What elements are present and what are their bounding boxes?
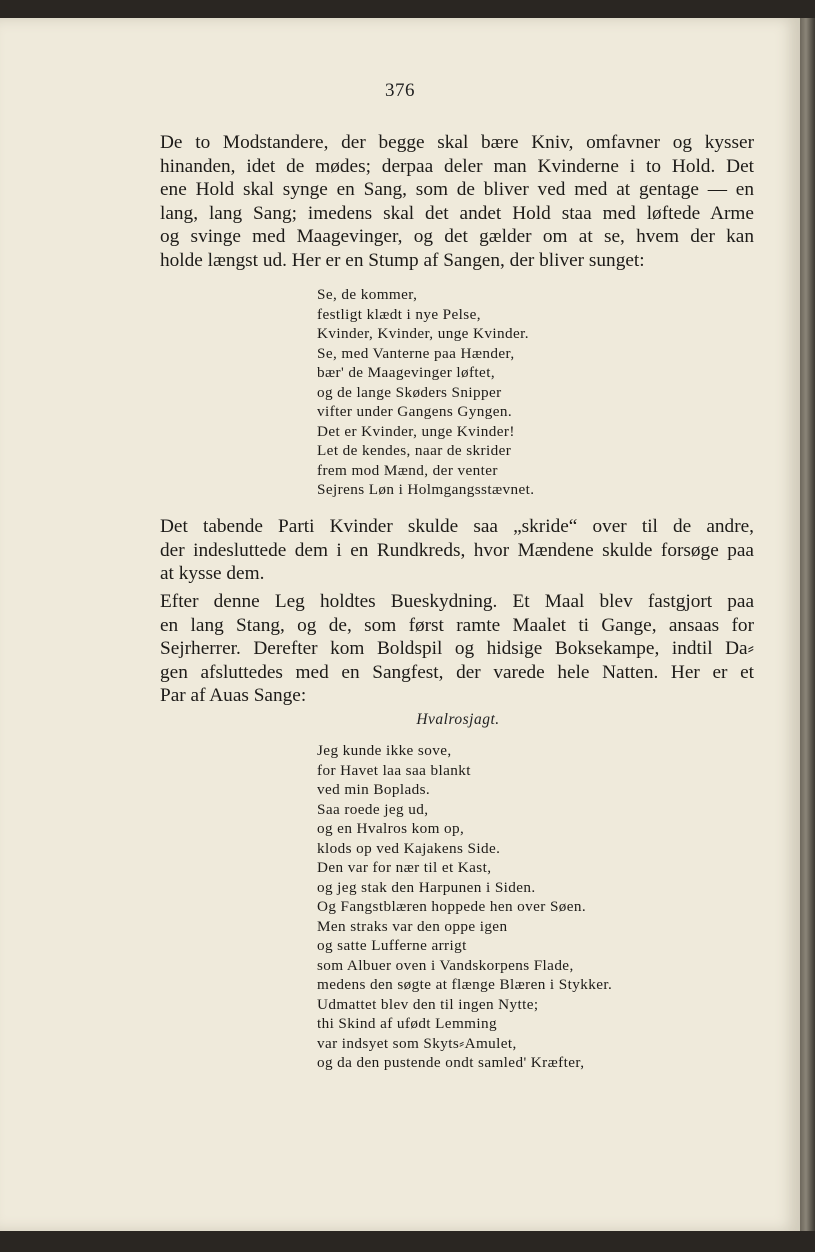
verse-line: Den var for nær til et Kast, [317, 859, 492, 876]
paragraph-3 [160, 590, 754, 708]
verse-line: Se, de kommer, [317, 286, 418, 303]
text-line: hinanden, idet de mødes; derpaa deler man Kvinderne i to Hold. Det [160, 155, 754, 177]
text-line: lang, lang Sang; imedens skal det andet Hold staa med løftede Arme [160, 202, 754, 224]
poem-title: Hvalrosjagt. [416, 711, 500, 728]
verse-line: som Albuer oven i Vandskorpens Flade, [317, 956, 574, 974]
verse-line: Saa roede jeg ud, [317, 800, 429, 818]
verse-line: frem mod Mænd, der venter [317, 461, 498, 479]
verse-line: og satte Lufferne arrigt [317, 937, 467, 954]
verse-line: klods op ved Kajakens Side. [317, 839, 501, 857]
text-line: Par af Auas Sange: [160, 685, 307, 707]
text-line: og svinge med Maagevinger, og det gælder om at se, hvem der kan [160, 226, 754, 248]
verse-line: og da den pustende ondt samled' Kræfter, [317, 1054, 585, 1071]
verse-line: Kvinder, Kvinder, unge Kvinder. [317, 325, 529, 342]
page-number: 376 [385, 80, 415, 101]
verse-line: medens den søgte at flænge Blæren i Stykker. [317, 976, 613, 993]
verse-line: Let de kendes, naar de skrider [317, 442, 512, 459]
song-verse [317, 285, 534, 500]
verse-line: og jeg stak den Harpunen i Siden. [317, 878, 536, 896]
text-line: holde længst ud. Her er en Stump af Sangen, der bliver sunget: [160, 249, 645, 271]
verse-line: var indsyet som Skyts⸗Amulet, [317, 1034, 517, 1052]
text-line: Efter denne Leg holdtes Bueskydning. Et Maal blev fastgjort paa [160, 591, 754, 612]
text-line: en lang Stang, og de, som først ramte Maalet ti Gange, ansaas for [160, 614, 754, 636]
verse-line: Jeg kunde ikke sove, [317, 742, 452, 759]
text-line: Det tabende Parti Kvinder skulde saa „skride“ over til de andre, [160, 516, 754, 537]
verse-line: Se, med Vanterne paa Hænder, [317, 344, 515, 362]
text-line: at kysse dem. [160, 563, 265, 585]
verse-line: for Havet laa saa blankt [317, 761, 471, 779]
paragraph-1 [160, 131, 754, 273]
verse-line: ved min Boplads. [317, 781, 431, 798]
verse-line: og en Hvalros kom op, [317, 820, 465, 837]
poem-verse [317, 741, 612, 1073]
verse-line: bær' de Maagevinger løftet, [317, 364, 496, 381]
verse-line: thi Skind af ufødt Lemming [317, 1015, 497, 1032]
verse-line: Men straks var den oppe igen [317, 917, 508, 935]
verse-line: vifter under Gangens Gyngen. [317, 403, 513, 420]
text-line: Sejrherrer. Derefter kom Boldspil og hidsige Boksekampe, indtil Da⸗ [160, 638, 754, 660]
verse-line: Sejrens Løn i Holmgangsstævnet. [317, 481, 535, 498]
text-line: De to Modstandere, der begge skal bære Kniv, omfavner og kysser [160, 132, 754, 153]
verse-line: Og Fangstblæren hoppede hen over Søen. [317, 898, 587, 915]
verse-line: festligt klædt i nye Pelse, [317, 305, 481, 323]
verse-line: Udmattet blev den til ingen Nytte; [317, 995, 539, 1013]
verse-line: Det er Kvinder, unge Kvinder! [317, 422, 515, 440]
text-line: der indesluttede dem i en Rundkreds, hvor Mændene skulde forsøge paa [160, 539, 754, 561]
text-line: gen afsluttedes med en Sangfest, der varede hele Natten. Her er et [160, 661, 754, 683]
verse-line: og de lange Skøders Snipper [317, 383, 502, 401]
text-line: ene Hold skal synge en Sang, som de bliver ved med at gentage — en [160, 179, 754, 201]
paragraph-2 [160, 515, 754, 586]
page-edge [800, 18, 815, 1231]
